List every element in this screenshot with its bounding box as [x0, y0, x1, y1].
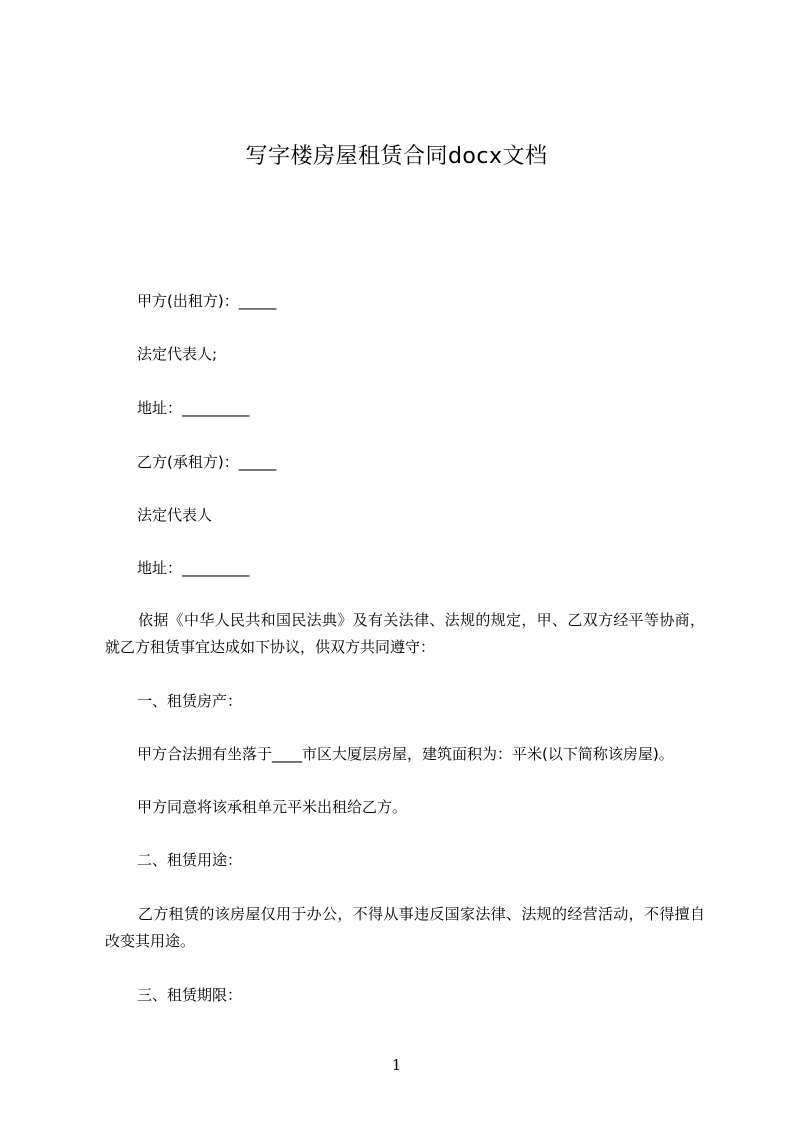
page-number: 1 — [391, 1056, 402, 1074]
section2-paragraph-1: 乙方租赁的该房屋仅用于办公，不得从事违反国家法律、法规的经营活动，不得擅自改变其用途。 — [105, 905, 705, 950]
party-b-line: 乙方(承租方)：_____ — [137, 453, 277, 471]
section1-paragraph-2: 甲方同意将该承租单元平米出租给乙方。 — [137, 798, 408, 816]
party-a-representative: 法定代表人; — [137, 345, 218, 363]
party-a-line: 甲方(出租方)：_____ — [137, 292, 277, 310]
section3-heading: 三、租赁期限： — [137, 986, 243, 1004]
section1-paragraph-1: 甲方合法拥有坐落于____市区大厦层房屋，建筑面积为：平米(以下简称该房屋)。 — [137, 745, 674, 763]
preamble-paragraph: 依据《中华人民共和国民法典》及有关法律、法规的规定，甲、乙双方经平等协商，就乙方租赁事宜达成如下协议，供双方共同遵守： — [105, 611, 705, 656]
document-title: 写字楼房屋租赁合同docx文档 — [245, 144, 548, 169]
party-b-representative: 法定代表人 — [137, 506, 213, 524]
section1-heading: 一、租赁房产： — [137, 692, 243, 710]
section2-heading: 二、租赁用途： — [137, 851, 243, 869]
party-a-address: 地址：_________ — [137, 399, 250, 417]
party-b-address: 地址：_________ — [137, 559, 250, 577]
